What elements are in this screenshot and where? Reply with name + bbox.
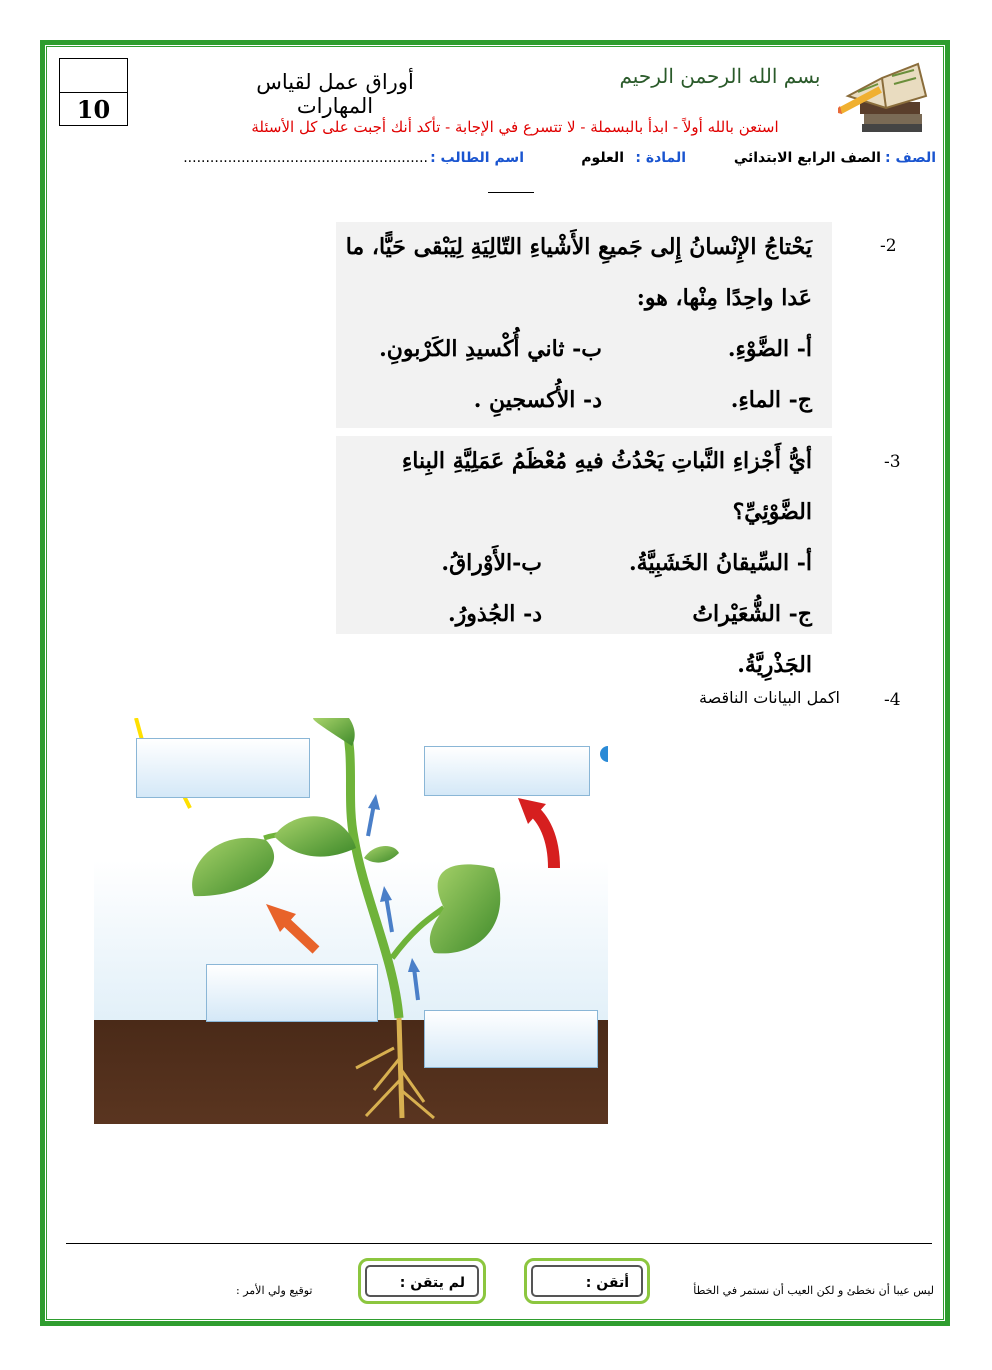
score-box [59, 58, 128, 126]
question-2-panel [336, 222, 832, 428]
grade-value: الصف الرابع الابتدائي [733, 150, 881, 166]
guardian-signature: توقيع ولي الأمر : [236, 1284, 313, 1297]
book-pencil-icon [838, 56, 930, 134]
question-2-option-a[interactable]: أ- الضَّوْءِ. [727, 336, 812, 362]
question-3-option-d[interactable]: د- الجُذورُ. [447, 601, 542, 627]
question-3-panel [336, 436, 832, 678]
question-3-option-c[interactable]: ج- الشُّعَيْراتُ الجَذْرِيَّةُ. [692, 601, 812, 678]
question-2-text: يَحْتاجُ الإِنْسانُ إِلى جَميعِ الأَشْياءِ التّالِيَةِ لِيَبْقى حَيًّا، ما عَدا واحِدًا مِنْها، هو: [345, 234, 812, 311]
question-3-number: -3 [884, 452, 901, 472]
basmala: بسم الله الرحمن الرحيم [619, 64, 821, 88]
question-3-option-b[interactable]: ب-الأَوْراقُ. [441, 550, 542, 576]
question-3-text: أيُّ أَجْزاءِ النَّباتِ يَحْدُثُ فيهِ مُعْظَمُ عَمَلِيَّةِ البِناءِ الضَّوْئِيِّ؟ [401, 448, 812, 525]
score-value: 10 [76, 95, 111, 124]
question-2-option-d[interactable]: د- الأُكسجينِ . [473, 387, 602, 413]
student-info-row [100, 150, 936, 174]
plant-diagram [94, 718, 608, 1124]
question-3-option-a[interactable]: أ- السِّيقانُ الخَشَبِيَّةُ. [628, 550, 812, 576]
mastered-box[interactable] [524, 1258, 650, 1304]
label-box-oxygen[interactable] [424, 746, 590, 796]
question-2-number: -2 [880, 236, 897, 256]
question-4-text: اكمل البيانات الناقصة [699, 688, 840, 707]
question-2-options-row-1 [336, 324, 832, 375]
instructions: استعن بالله أولاً - ابدأ بالبسملة - لا تتسرع في الإجابة - تأكد أنك أجبت على كل الأسئلة [251, 118, 779, 136]
divider [488, 192, 534, 193]
subject-value: العلوم [581, 150, 624, 166]
label-box-sunlight[interactable] [136, 738, 310, 798]
not-mastered-label: لم يتقن : [365, 1265, 479, 1297]
subject-label: المادة : [635, 150, 686, 166]
page-title: أوراق عمل لقياس المهارات [256, 70, 414, 118]
motto: ليس عيبا أن نخطئ و لكن العيب أن نستمر في الخطأ [693, 1284, 934, 1297]
not-mastered-box[interactable] [358, 1258, 486, 1304]
question-2-option-b[interactable]: ب- ثاني أُكْسيدِ الكَرْبونِ. [379, 336, 602, 362]
grade-label: الصف : [885, 150, 936, 166]
question-4-number: -4 [884, 690, 901, 710]
label-box-carbon-dioxide[interactable] [206, 964, 378, 1022]
question-3-options-row-1 [336, 538, 832, 589]
mastered-label: أتقن : [531, 1265, 643, 1297]
question-2-option-c[interactable]: ج- الماءِ. [730, 387, 812, 413]
question-3-options-row-2 [336, 589, 832, 691]
student-label: اسم الطالب : [430, 150, 524, 166]
footer-divider [66, 1243, 932, 1244]
question-2-options-row-2 [336, 375, 832, 426]
label-box-water[interactable] [424, 1010, 598, 1068]
student-name-field[interactable]: ....................................................... [183, 150, 428, 166]
